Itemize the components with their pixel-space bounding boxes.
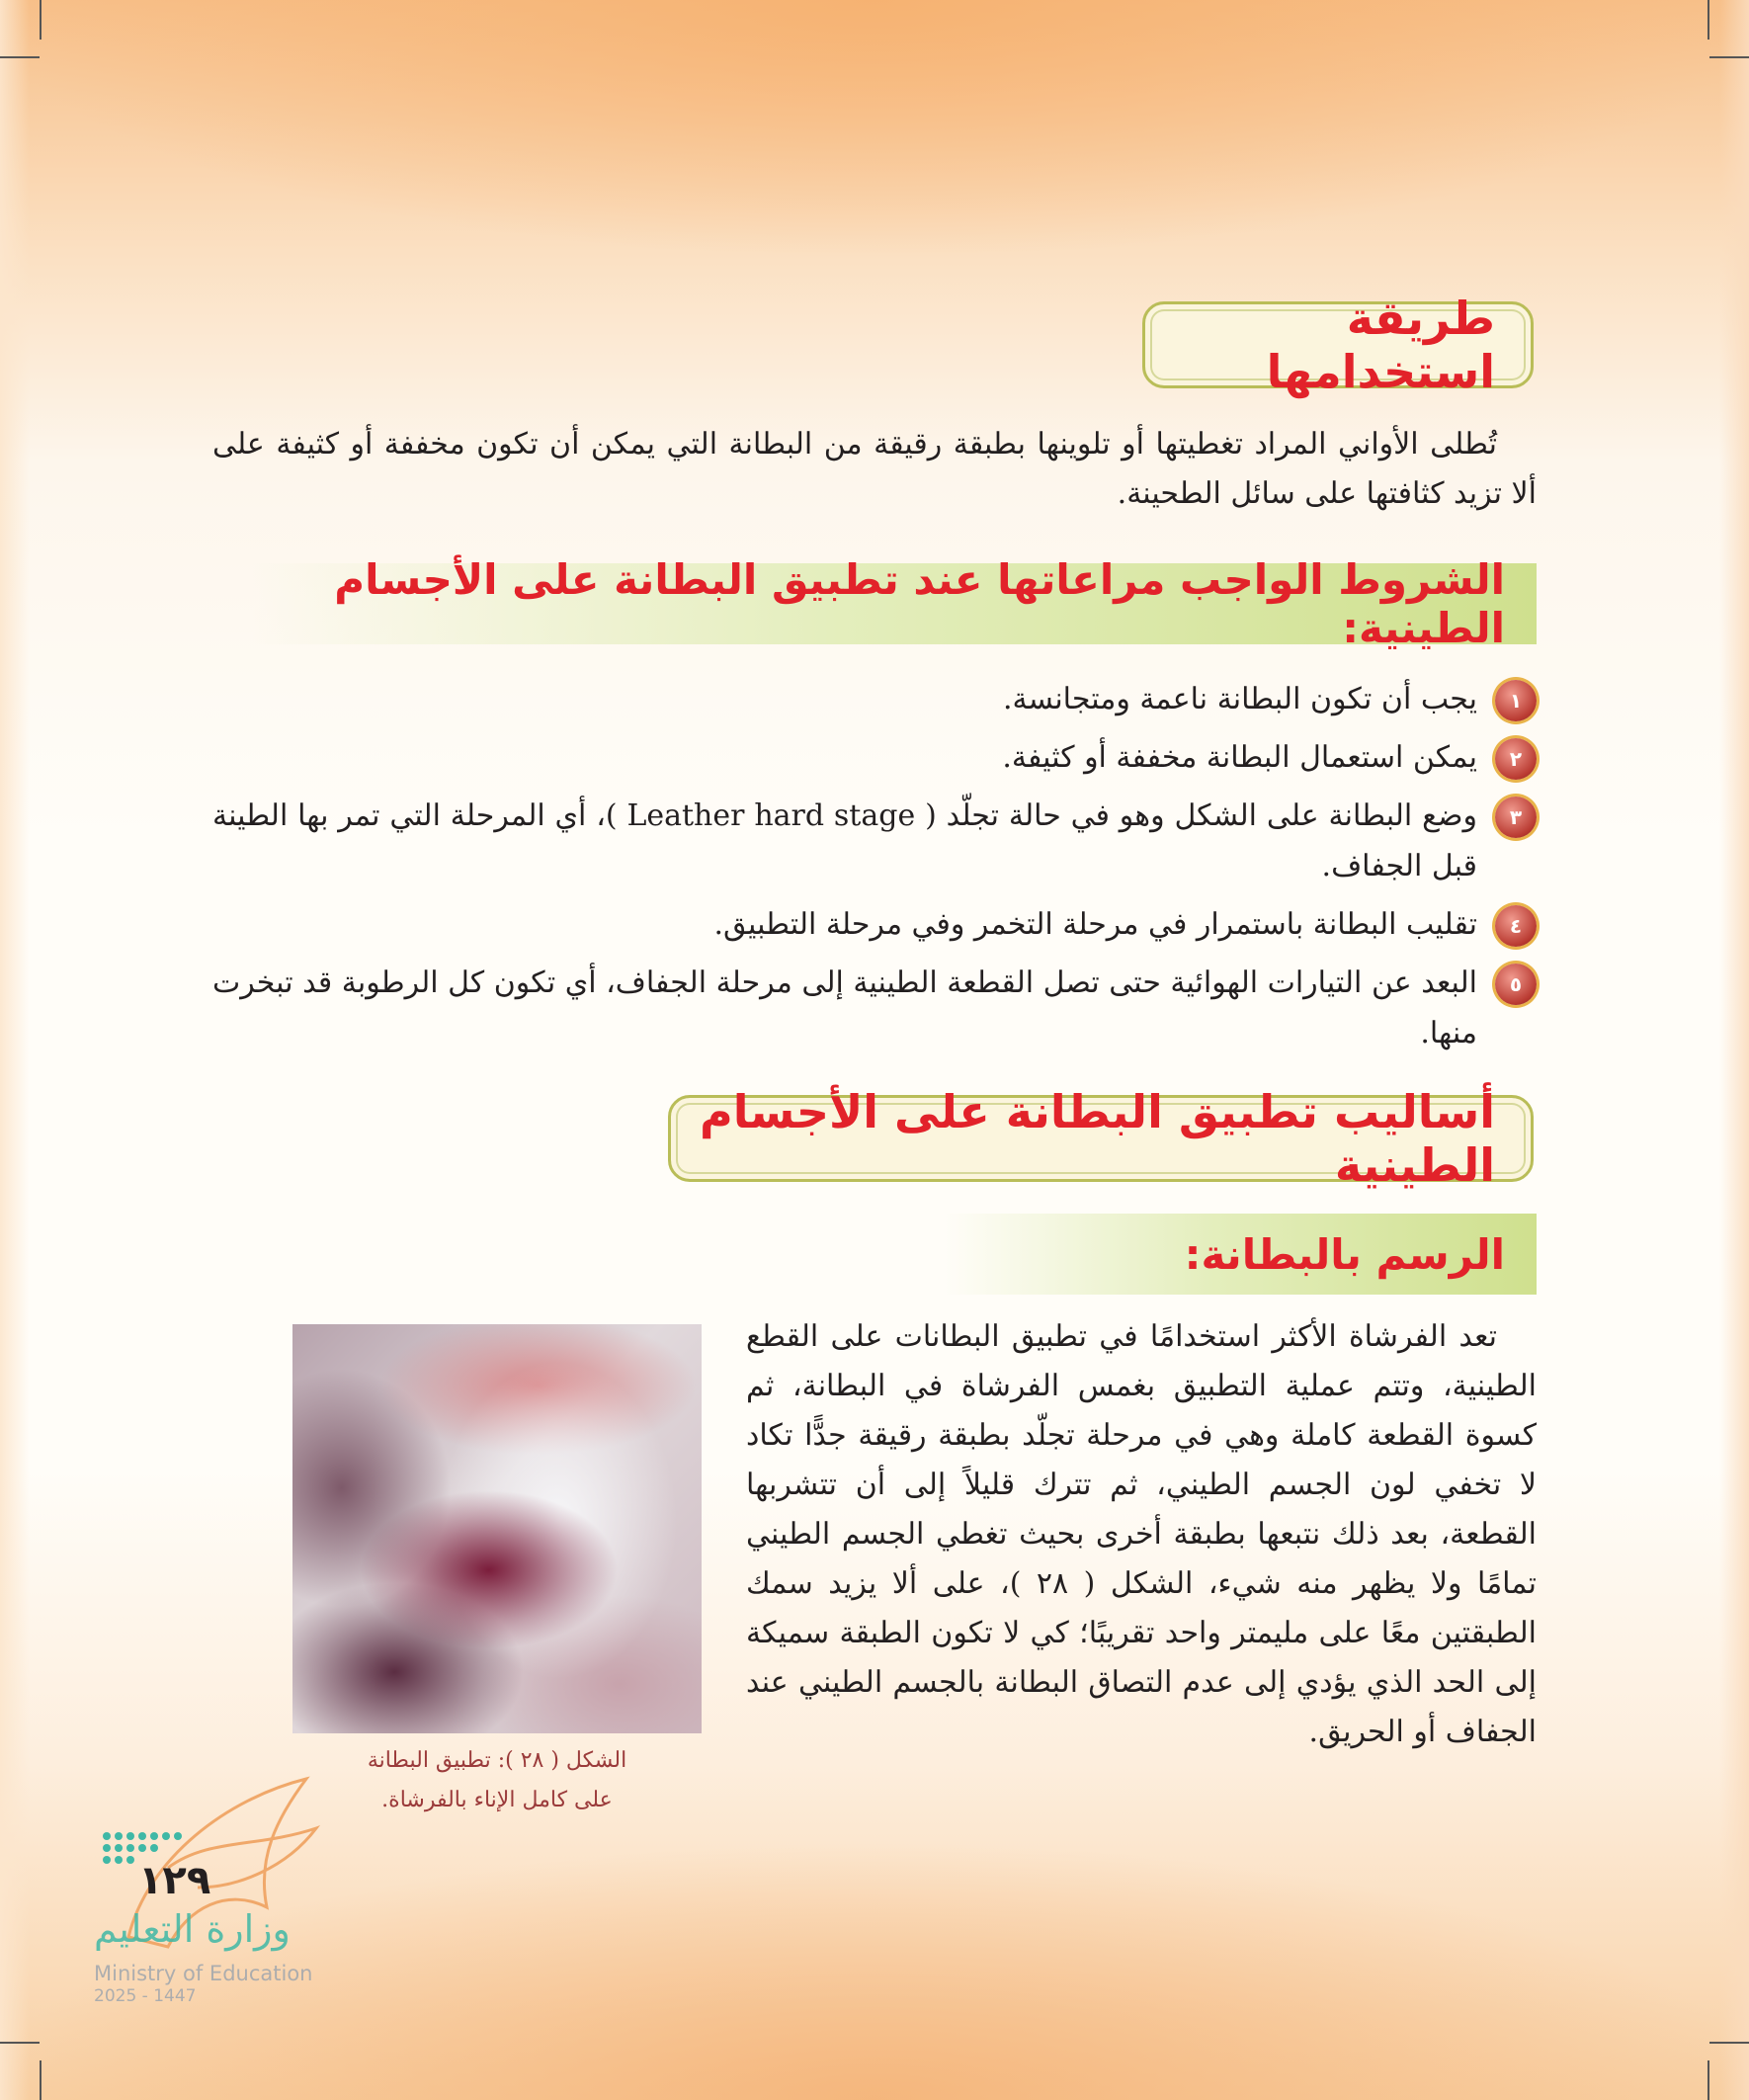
section-heading-painting [944,1214,1537,1295]
crop-mark [0,2042,40,2044]
figure-28-photo [292,1324,702,1733]
left-margin-tint [0,0,30,2100]
section-heading-methods [668,1085,1534,1192]
list-item [212,732,1537,783]
painting-paragraph: تعد الفرشاة الأكثر استخدامًا في تطبيق البطانات على القطع الطينية، وتتم عملية التطبيق بغمس الفرشاة في البطانة، ثم كسوة القطعة كاملة وهي في مرحلة تجلّد بطبقة رقيقة جدًّا تكاد لا تخفي لون الجسم الطيني، ثم تترك قليلاً إلى أن تتشربها القطعة، بعد ذلك نتبعها بطبقة أخرى بحيث تغطي الجسم الطيني تمامًا ولا يظهر منه شيء، الشكل ( ٢٨ )، على ألا يزيد سمك الطبقتين معًا على مليمتر واحد تقريبًا؛ كي لا تكون الطبقة سميكة إلى الحد الذي يؤدي إلى عدم التصاق البطانة بالجسم الطيني عند الجفاف أو الحريق. [746,1319,1537,1749]
list-item-text: البعد عن التيارات الهوائية حتى تصل القطعة الطينية إلى مرحلة الجفاف، أي تكون كل الرطوبة قد تبخرت منها. [212,966,1477,1050]
list-item-text: وضع البطانة على الشكل وهو في حالة تجلّد ( Leather hard stage )، أي المرحلة التي تمر بها الطينة قبل الجفاف. [212,798,1477,883]
crop-mark [40,0,42,40]
crop-mark [1707,0,1709,40]
list-item-text: يمكن استعمال البطانة مخففة أو كثيفة. [1002,740,1477,775]
number-badge: ٣ [1495,797,1537,838]
crop-mark [0,56,40,58]
crop-mark [40,2060,42,2100]
number-badge: ٤ [1495,905,1537,947]
list-item-text: يجب أن تكون البطانة ناعمة ومتجانسة. [1002,682,1477,716]
ministry-name-english: Ministry of Education [94,1962,313,1985]
caption-line: على كامل الإناء بالفرشاة. [381,1788,613,1812]
ministry-name-arabic: وزارة التعليم [94,1907,291,1951]
section-heading-text: الشروط الواجب مراعاتها عند تطبيق البطانة على الأجسام الطينية: [334,555,1505,652]
number-badge: ٢ [1495,738,1537,780]
ministry-year: 2025 - 1447 [94,1986,197,2006]
figure-caption [292,1741,702,1820]
section-heading-text: طريقة استخدامها [1266,292,1495,398]
list-item [212,674,1537,724]
list-item-text: تقليب البطانة باستمرار في مرحلة التخمر وفي مرحلة التطبيق. [713,907,1477,942]
usage-paragraph: تُطلى الأواني المراد تغطيتها أو تلوينها بطبقة رقيقة من البطانة التي يمكن أن تكون مخففة أو كثيفة على ألا تزيد كثافتها على سائل الطحينة. [212,427,1537,511]
crop-mark [1707,2060,1709,2100]
list-item [212,958,1537,1058]
caption-line: الشكل ( ٢٨ ): تطبيق البطانة [367,1748,627,1773]
right-margin-tint [1719,0,1749,2100]
list-item [212,899,1537,950]
crop-mark [1709,2042,1749,2044]
section-heading-conditions [252,555,1537,652]
list-item [212,791,1537,891]
crop-mark [1709,56,1749,58]
section-heading-text: الرسم بالبطانة: [1184,1229,1505,1279]
section-heading-usage [1142,292,1534,398]
page-number: ١٢٩ [138,1858,211,1903]
number-badge: ٥ [1495,964,1537,1005]
number-badge: ١ [1495,680,1537,721]
conditions-list [212,674,1537,1066]
section-heading-text: أساليب تطبيق البطانة على الأجسام الطينية [700,1085,1495,1192]
